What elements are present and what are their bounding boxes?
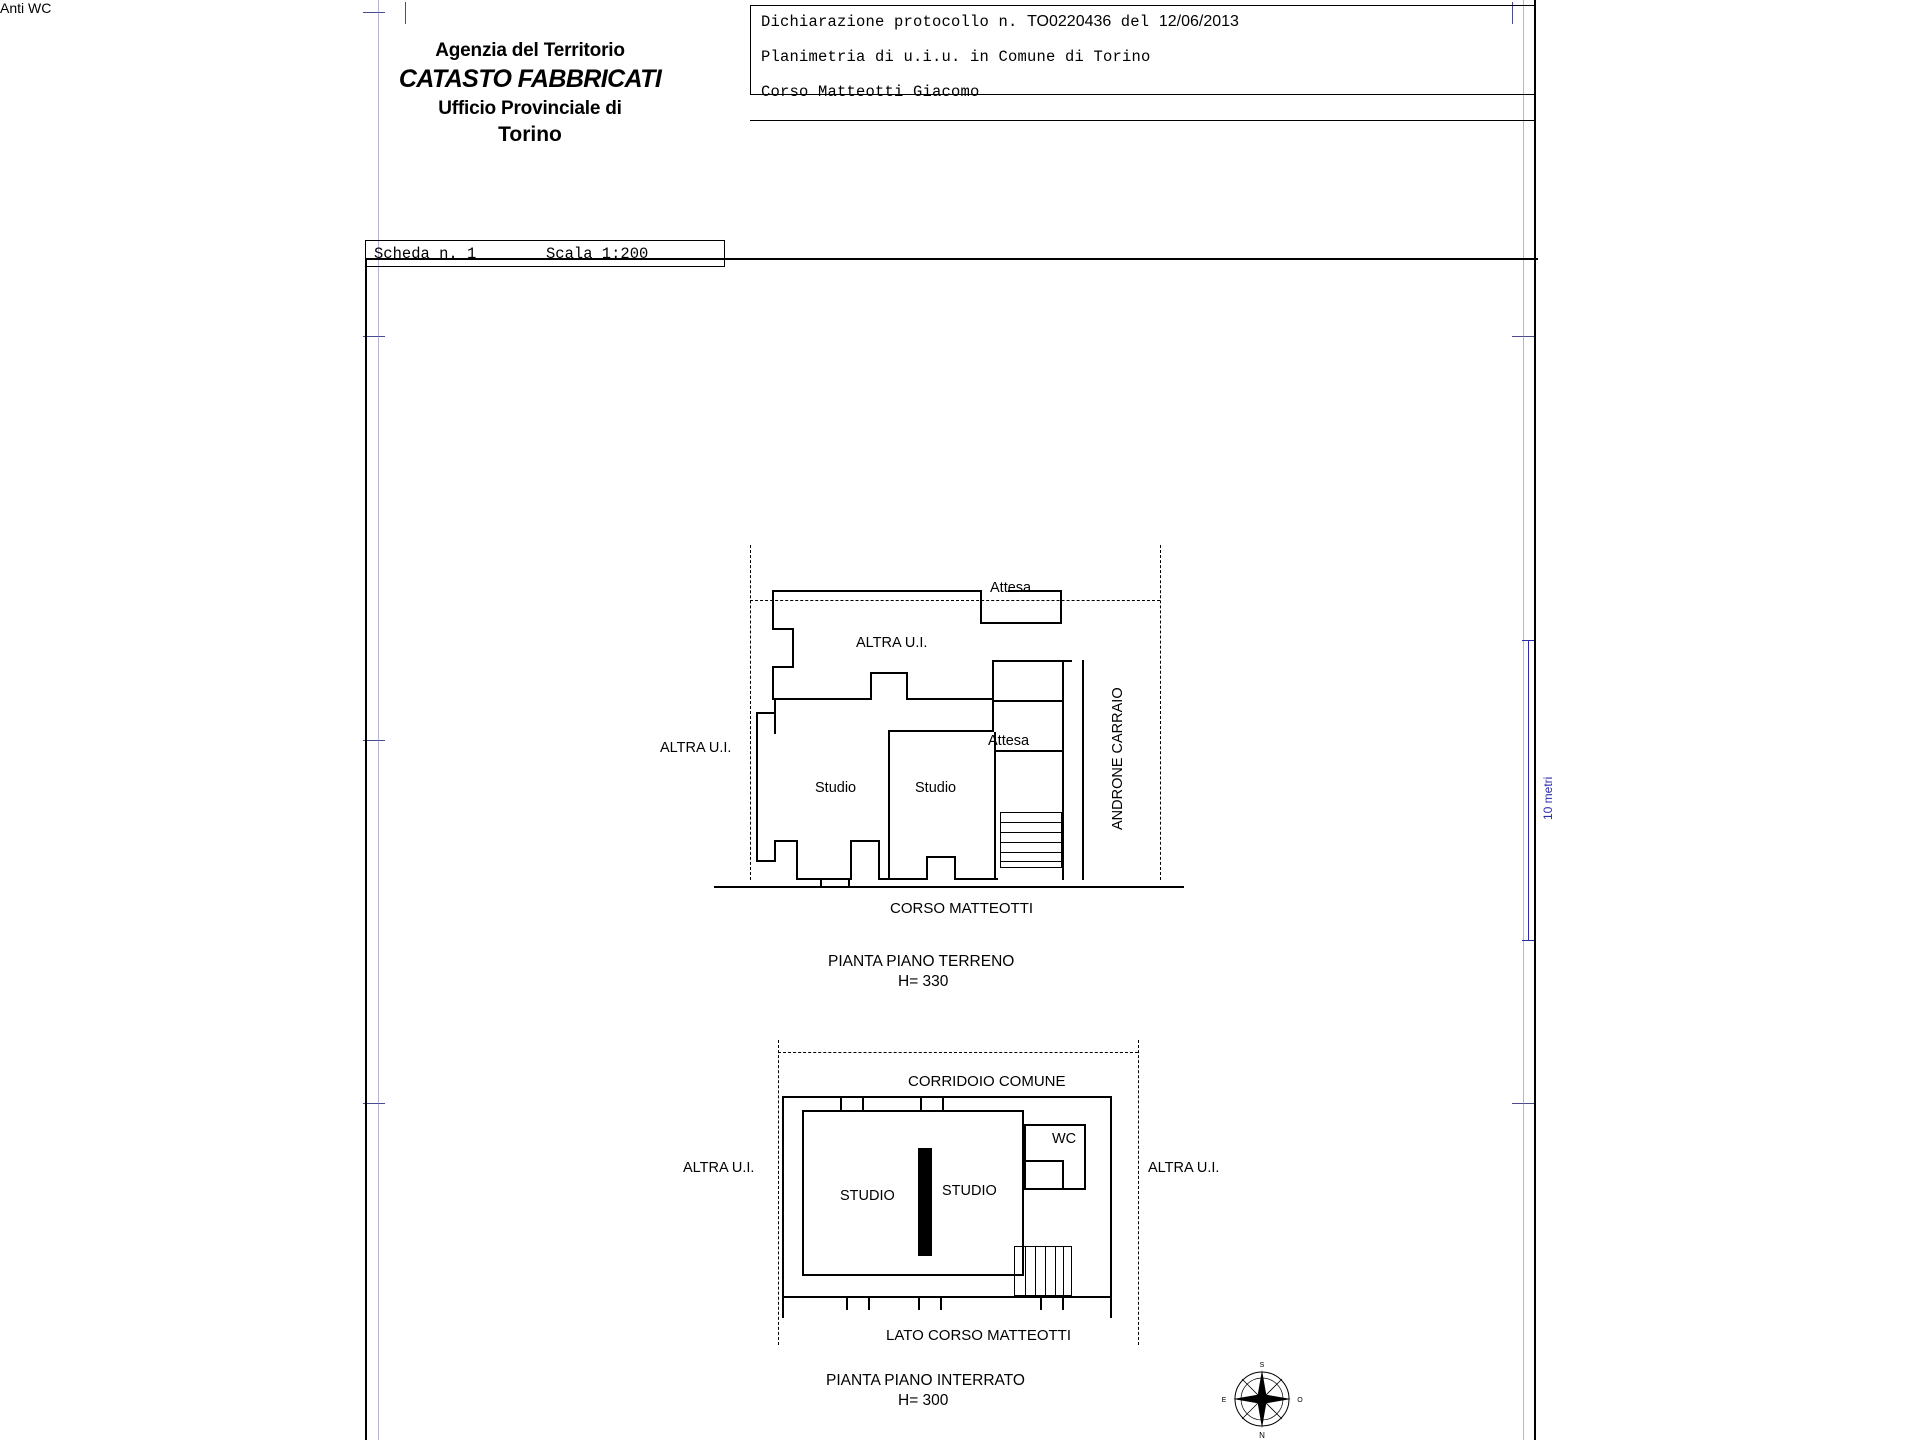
scale-bar-tick-bottom: [1522, 940, 1534, 941]
label-attesa: Attesa: [990, 580, 1032, 596]
wall: [926, 856, 956, 858]
protocol-number: TO0220436: [1027, 13, 1112, 30]
wall: [1110, 1096, 1112, 1318]
wall-notch: [940, 1298, 942, 1310]
wall-inner: [802, 1274, 1024, 1276]
svg-text:N: N: [1259, 1431, 1265, 1440]
svg-text:S: S: [1259, 1362, 1265, 1369]
wall: [878, 878, 928, 880]
wall: [774, 698, 776, 734]
wall: [850, 840, 880, 842]
wall: [772, 590, 982, 592]
plan-ground-title: PIANTA PIANO TERRENO: [828, 953, 1015, 970]
wall-notch: [846, 1298, 848, 1310]
wall-wc: [1024, 1160, 1064, 1162]
wall: [792, 628, 794, 668]
wall: [772, 666, 774, 700]
door-jamb: [820, 878, 822, 887]
wall-inner: [802, 1110, 1024, 1112]
label-lato-corso-matteotti: LATO CORSO MATTEOTTI: [886, 1327, 1072, 1344]
scheda-number: Scheda n. 1: [374, 245, 477, 263]
staircase: [1000, 812, 1062, 868]
label-altra-ui-left: ALTRA U.I.: [683, 1160, 755, 1176]
protocol-box: [750, 5, 1536, 101]
wall: [796, 878, 852, 880]
wall-partition: [992, 700, 994, 732]
boundary-dashed-left: [778, 1040, 779, 1345]
wall: [774, 840, 798, 842]
wall-notch: [1040, 1298, 1042, 1310]
wall-notch: [840, 1098, 842, 1110]
registry-title: CATASTO FABBRICATI: [398, 65, 662, 94]
protocol-prefix: Dichiarazione protocollo n.: [761, 13, 1018, 31]
compass-rose-icon: [1218, 1358, 1306, 1445]
label-corso-matteotti: CORSO MATTEOTTI: [890, 900, 1034, 917]
wall: [756, 712, 776, 714]
wall: [772, 590, 774, 630]
door-jamb: [848, 878, 850, 887]
scale-bar: [1528, 640, 1529, 940]
wall: [980, 590, 982, 624]
wall-notch: [868, 1298, 870, 1310]
label-altra-ui-top: ALTRA U.I.: [856, 635, 928, 651]
wall: [994, 700, 1064, 702]
wall: [870, 672, 908, 674]
office-city: Torino: [498, 123, 562, 147]
wall-notch: [920, 1098, 922, 1110]
wall: [878, 840, 880, 880]
protocol-del: del: [1120, 13, 1150, 31]
wall: [906, 698, 994, 700]
agency-header: [370, 40, 690, 148]
scale-bar-tick-top: [1522, 640, 1534, 641]
wall: [926, 856, 928, 880]
boundary-dashed-right: [1138, 1040, 1139, 1345]
wall: [954, 878, 998, 880]
office-label: Ufficio Provinciale di: [438, 97, 622, 119]
wall-wc: [1024, 1124, 1026, 1190]
boundary-dashed-top: [750, 600, 1160, 601]
protocol-line-3: Corso Matteotti Giacomo: [761, 83, 980, 101]
boundary-dashed-top: [778, 1052, 1138, 1053]
label-studio-left: STUDIO: [840, 1188, 895, 1204]
wall-androne: [1082, 660, 1084, 880]
wall: [994, 732, 996, 880]
wall-notch: [1062, 1298, 1064, 1310]
protocol-line-2: Planimetria di u.i.u. in Comune di Torino: [761, 48, 1151, 66]
wall-wc: [1024, 1124, 1086, 1126]
wall: [772, 698, 872, 700]
wall: [796, 840, 798, 880]
protocol-date: 12/06/2013: [1158, 13, 1239, 30]
wall-wc: [1084, 1124, 1086, 1190]
wall: [992, 660, 994, 700]
plan-basement-title: PIANTA PIANO INTERRATO: [826, 1372, 1025, 1389]
scale-bar-label: 10 metri: [1541, 776, 1555, 820]
wall: [1062, 660, 1064, 880]
wall: [782, 1096, 1112, 1098]
label-androne-carraio: ANDRONE CARRAIO: [1110, 687, 1126, 830]
drawing-frame: [365, 258, 1538, 1440]
label-altra-ui-right: ALTRA U.I.: [1148, 1160, 1220, 1176]
wall-notch: [862, 1098, 864, 1110]
boundary-dashed-right: [1160, 545, 1161, 880]
label-attesa: Attesa: [988, 733, 1030, 749]
wall: [870, 672, 872, 700]
wall-wc: [1062, 1160, 1064, 1190]
label-anti-wc: Anti WC: [0, 0, 52, 16]
wall-notch: [918, 1298, 920, 1310]
wall: [850, 840, 852, 880]
label-studio-right: Studio: [915, 780, 957, 796]
boundary-dashed-left: [750, 545, 751, 880]
wall: [954, 856, 956, 880]
wall: [774, 840, 776, 862]
label-corridoio-comune: CORRIDOIO COMUNE: [908, 1073, 1066, 1090]
label-studio-right: STUDIO: [942, 1183, 997, 1199]
wall: [782, 1096, 784, 1318]
drawing-frame-right-edge: [1534, 0, 1536, 1440]
wall-notch: [942, 1098, 944, 1110]
label-wc: WC: [1052, 1131, 1077, 1147]
crop-mark: [405, 2, 406, 24]
label-studio-left: Studio: [815, 780, 857, 796]
scheda-scale: Scala 1:200: [546, 245, 649, 263]
plan-ground-height: H= 330: [898, 973, 949, 990]
wall-partition: [888, 730, 994, 732]
wall: [772, 666, 794, 668]
header-rule: [750, 120, 1536, 121]
wall: [994, 750, 1064, 752]
agency-name: Agenzia del Territorio: [435, 40, 625, 61]
crop-mark: [363, 12, 385, 13]
wall: [772, 628, 794, 630]
wall-wc: [1024, 1188, 1086, 1190]
wall: [756, 712, 758, 862]
protocol-line-1: [761, 13, 1239, 31]
svg-text:O: O: [1297, 1397, 1303, 1404]
plan-basement-height: H= 300: [898, 1392, 949, 1409]
wall: [980, 622, 1062, 624]
svg-text:E: E: [1221, 1397, 1227, 1404]
wall-inner: [802, 1110, 804, 1276]
wall: [992, 660, 1072, 662]
wall-partition: [888, 730, 890, 880]
staircase: [1014, 1246, 1072, 1296]
wall: [1060, 590, 1062, 624]
wall: [756, 860, 776, 862]
label-altra-ui-left: ALTRA U.I.: [660, 740, 732, 756]
wall: [906, 672, 908, 700]
structural-column: [918, 1148, 932, 1256]
street-line: [714, 886, 1184, 888]
